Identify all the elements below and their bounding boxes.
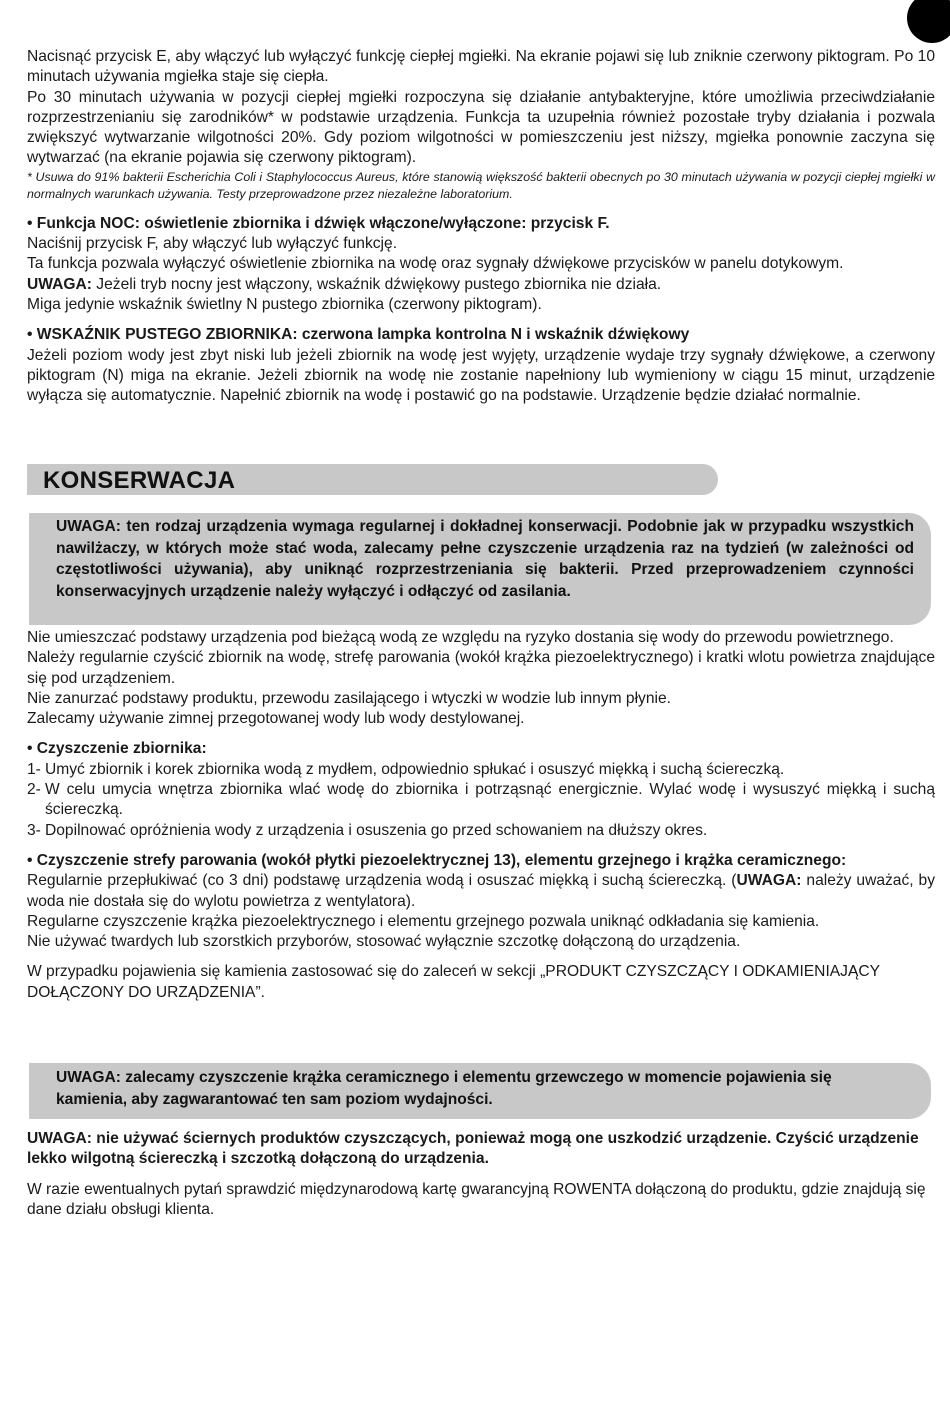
zone-line-2: Regularne czyszczenie krążka piezoelektrycznego i elementu grzejnego pozwala uniknąć odkładania się kamienia. [27, 912, 820, 930]
zone-cleaning-heading: • Czyszczenie strefy parowania (wokół płytki piezoelektrycznej 13), elementu grzejnego i krążka ceramicznego: [27, 851, 847, 869]
abrasive-warning: UWAGA: nie używać ściernych produktów czyszczących, ponieważ mogą one uszkodzić urządzenie. Czyścić urządzenie lekko wilgotną ściereczką i szczotką dołączoną do urządzenia. [27, 1130, 919, 1168]
tank-cleaning-heading: • Czyszczenie zbiornika: [27, 740, 207, 758]
descaling-warning-box: UWAGA: zalecamy czyszczenie krążka ceramicznego i elementu grzewczego w momencie pojawienia się kamienia, aby zagwarantować ten sam poziom wydajności. [29, 1063, 931, 1119]
warning-label: UWAGA: [27, 275, 92, 293]
night-mode-line-1: Naciśnij przycisk F, aby włączyć lub wyłączyć funkcję. [27, 235, 398, 253]
night-mode-line-2: Ta funkcja pozwala wyłączyć oświetlenie zbiornika na wodę oraz sygnały dźwiękowe przycisków w panelu dotykowym. [27, 255, 844, 273]
list-item: 3- Dopilnować opróżnienia wody z urządzenia i osuszenia go przed schowaniem na dłuższy okres. [27, 821, 708, 839]
antibacterial-paragraph: Po 30 minutach używania w pozycji ciepłej mgiełki rozpoczyna się działanie antybakteryjne, które umożliwia przeciwdziałanie rozprzestrzenianiu się zarodników* w podstawie urządzenia. Funkcja ta uzupełnia również pozostałe tryby działania i pozwala zwiększyć wytwarzanie wilgotności 20%. Gdy poziom wilgotności w pomieszczeniu jest niższy, mgiełka ponownie zaczyna się wytwarzać (na ekranie pojawia się czerwony piktogram). [27, 88, 935, 167]
maintenance-line-2: Należy regularnie czyścić zbiornik na wodę, strefę parowania (wokół krążka piezoelektrycznego) i kratki wlotu powietrza znajdujące się pod urządzeniem. [27, 649, 935, 687]
night-mode-heading: • Funkcja NOC: oświetlenie zbiornika i dźwięk włączone/wyłączone: przycisk F. [27, 214, 610, 232]
top-content [27, 47, 935, 406]
maintenance-line-4: Zalecamy używanie zimnej przegotowanej wody lub wody destylowanej. [27, 710, 525, 728]
warning-text: Jeżeli tryb nocny jest włączony, wskaźnik dźwiękowy pustego zbiornika nie działa. [91, 275, 662, 293]
contact-info: W razie ewentualnych pytań sprawdzić międzynarodową kartę gwarancyjną ROWENTA dołączoną do produktu, gdzie znajdują się dane działu obsługi klienta. [27, 1180, 926, 1218]
night-mode-line-3: Miga jedynie wskaźnik świetlny N pustego zbiornika (czerwony piktogram). [27, 295, 542, 313]
page-corner-marker [907, 0, 950, 43]
empty-tank-heading: • WSKAŹNIK PUSTEGO ZBIORNIKA: czerwona lampka kontrolna N i wskaźnik dźwiękowy [27, 326, 690, 344]
descaling-reference: W przypadku pojawienia się kamienia zastosować się do zaleceń w sekcji „PRODUKT CZYSZCZĄCY I ODKAMIENIAJĄCY DOŁĄCZONY DO URZĄDZENIA”. [27, 963, 880, 1001]
zone-line-1: Regularnie przepłukiwać (co 3 dni) podstawę urządzenia wodą i osuszać miękką i suchą ściereczką. (UWAGA: należy uważać, by woda nie dostała się do wylotu powietrza z wentylatora). [27, 872, 935, 910]
warm-mist-paragraph: Nacisnąć przycisk E, aby włączyć lub wyłączyć funkcję ciepłej mgiełki. Na ekranie pojawi się lub zniknie czerwony piktogram. Po 10 minutach używania mgiełka staje się ciepła. [27, 48, 935, 86]
closing-content [27, 1129, 935, 1220]
zone-line-3: Nie używać twardych lub szorstkich przyborów, stosować wyłącznie szczotkę dołączoną do urządzenia. [27, 933, 741, 951]
maintenance-line-1: Nie umieszczać podstawy urządzenia pod bieżącą wodą ze względu na ryzyko dostania się wody do przewodu powietrznego. [27, 629, 894, 646]
night-mode-warning [27, 275, 935, 295]
maintenance-content [27, 628, 935, 1003]
section-banner [27, 464, 718, 495]
maintenance-line-3: Nie zanurzać podstawy produktu, przewodu zasilającego i wtyczki w wodzie lub innym płynie. [27, 689, 671, 707]
list-item: 2- W celu umycia wnętrza zbiornika wlać wodę do zbiornika i potrząsnąć energicznie. Wylać wodę i wysuszyć miękką i suchą ściereczką. [27, 781, 935, 819]
maintenance-warning-box: UWAGA: ten rodzaj urządzenia wymaga regularnej i dokładnej konserwacji. Podobnie jak w przypadku wszystkich nawilżaczy, w których może stać woda, zalecamy pełne czyszczenie urządzenia raz na tydzień (w zależności od częstotliwości używania), aby uniknąć rozprzestrzeniania się bakterii. Przed przeprowadzeniem czynności konserwacyjnych urządzenie należy wyłączyć i odłączyć od zasilania. [29, 513, 931, 625]
footnote: * Usuwa do 91% bakterii Escherichia Coli i Staphylococcus Aureus, które stanowią większość bakterii obecnych po 30 minutach używania w pozycji ciepłej mgiełki w normalnych warunkach używania. Testy przeprowadzone przez niezależne laboratorium. [27, 169, 935, 202]
section-title: KONSERWACJA [43, 467, 236, 494]
empty-tank-text: Jeżeli poziom wody jest zbyt niski lub jeżeli zbiornik na wodę jest wyjęty, urządzenie wydaje trzy sygnały dźwiękowe, a czerwony piktogram (N) miga na ekranie. Jeżeli zbiornik na wodę nie zostanie napełniony lub wymieniony w ciągu 15 minut, urządzenie wyłącza się automatycznie. Napełnić zbiornik na wodę i postawić go na podstawie. Urządzenie będzie działać normalnie. [27, 346, 935, 405]
list-item: 1- Umyć zbiornik i korek zbiornika wodą z mydłem, odpowiednio spłukać i osuszyć miękką i suchą ściereczką. [27, 760, 785, 778]
